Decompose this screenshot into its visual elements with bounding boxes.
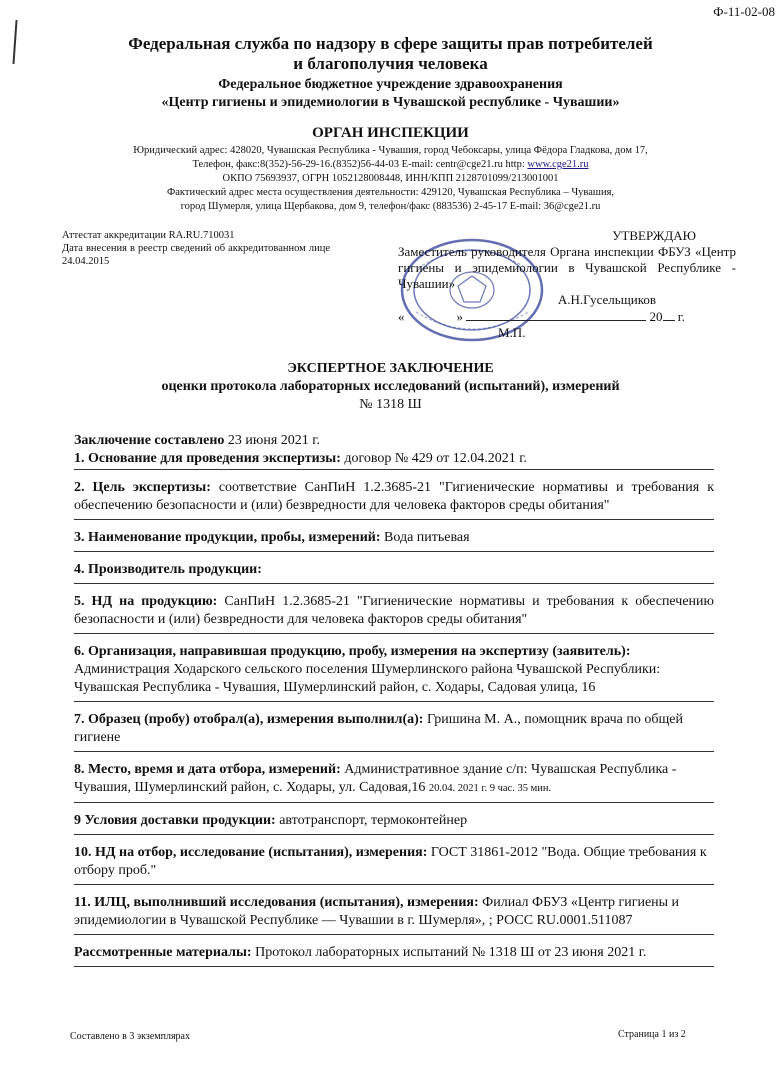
field-1-row: 1. Основание для проведения экспертизы: договор № 429 от 12.04.2021 г. (74, 450, 714, 470)
website-link[interactable]: www.cge21.ru (527, 159, 589, 170)
copies-note: Составлено в 3 экземплярах (70, 1031, 190, 1042)
institution-header (0, 76, 781, 112)
field-4-row: 4. Производитель продукции: (74, 559, 714, 584)
signature-line (466, 308, 646, 321)
document-title-block (0, 360, 781, 414)
address-line-2 (0, 158, 781, 172)
document-number: № 1318 Ш (359, 397, 422, 412)
institution-line-1: Федеральное бюджетное учреждение здравоохранения (218, 77, 563, 92)
address-line-4: Фактический адрес места осуществления деятельности: 429120, Чувашская Республика – Чувашия, (166, 187, 615, 198)
field-3-row: 3. Наименование продукции, пробы, измерений: Вода питьевая (74, 527, 714, 552)
institution-line-2: «Центр гигиены и эпидемиологии в Чувашской республике - Чувашии» (161, 95, 620, 110)
approval-block (398, 228, 736, 341)
accreditation-line-2: Дата внесения в реестр сведений об аккредитованном лице 24.04.2015 (62, 243, 330, 267)
field-7-row: 7. Образец (пробу) отобрал(а), измерения выполнил(а): Гришина М. А., помощник врача по общей гигиене (74, 709, 714, 752)
organ-title: ОРГАН ИНСПЕКЦИИ (312, 125, 469, 141)
address-block (0, 144, 781, 214)
approval-signer: А.Н.Гусельщиков (557, 292, 656, 307)
field-6-row: 6. Организация, направившая продукцию, пробу, измерения на экспертизу (заявитель): Администрация Ходарского сельского поселения Шумерлинского района Чувашской Республики: Чувашская Республика - Чувашия, Шумерлинский район, с. Ходары, Садовая улица, 16 (74, 641, 714, 702)
address-line-5: город Шумерля, улица Щербакова, дом 9, телефон/факс (883536) 2-45-17 E-mail: 36@cge21.ru (180, 201, 601, 212)
field-10-row: 10. НД на отбор, исследование (испытания), измерения: ГОСТ 31861-2012 "Вода. Общие требования к отбору проб." (74, 842, 714, 885)
field-2-row: 2. Цель экспертизы: соответствие СанПиН 1.2.3685-21 "Гигиенические нормативы и требования к обеспечению безопасности и (или) безвредности для человека факторов среды обитания" (74, 477, 714, 520)
agency-line-2: и благополучия человека (293, 54, 488, 73)
approval-title: УТВЕРЖДАЮ (612, 228, 696, 243)
form-code: Ф-11-02-08 (713, 4, 775, 19)
approval-date-line: « » 20 г. (398, 309, 685, 324)
approval-text: Заместитель руководителя Органа инспекции ФБУЗ «Центр гигиены и эпидемиологии в Чувашской Республике - Чувашии» (398, 244, 736, 291)
accreditation-line-1: Аттестат аккредитации RA.RU.710031 (62, 230, 235, 241)
field-11-row: 11. ИЛЦ, выполнивший исследования (испытания), измерения: Филиал ФБУЗ «Центр гигиены и эпидемиологии в Чувашской Республике — Чувашии в г. Шумерля», ; РОСС RU.0001.511087 (74, 892, 714, 935)
address-line-3: ОКПО 75693937, ОГРН 1052128008448, ИНН/КПП 2128701099/213001001 (222, 173, 559, 184)
field-5-row: 5. НД на продукцию: СанПиН 1.2.3685-21 "Гигиенические нормативы и требования к обеспечению безопасности и (или) безвредности для человека факторов среды обитания" (74, 591, 714, 634)
contacts-text: Телефон, факс:8(352)-56-29-16.(8352)56-44-03 E-mail: centr@cge21.ru http: (192, 159, 528, 170)
document-title: ЭКСПЕРТНОЕ ЗАКЛЮЧЕНИЕ (287, 361, 494, 376)
accreditation-block (62, 229, 330, 268)
materials-row: Рассмотренные материалы: Протокол лабораторных испытаний № 1318 Ш от 23 июня 2021 г. (74, 942, 714, 967)
agency-header (0, 34, 781, 74)
conclusion-fields (74, 430, 714, 967)
address-line-1: Юридический адрес: 428020, Чувашская Республика - Чувашия, город Чебоксары, улица Фёдора Гладкова, дом 17, (133, 145, 648, 156)
page-number: Страница 1 из 2 (618, 1029, 686, 1040)
stamp-place: М.П. (498, 325, 526, 340)
field-9-row: 9 Условия доставки продукции: автотранспорт, термоконтейнер (74, 810, 714, 835)
agency-line-1: Федеральная служба по надзору в сфере защиты прав потребителей (128, 34, 653, 53)
field-8-row: 8. Место, время и дата отбора, измерений: Административное здание с/п: Чувашская Республика - Чувашия, Шумерлинский район, с. Ходары, ул. Садовая,16 20.04. 2021 г. 9 час. 35 мин. (74, 759, 714, 803)
conclusion-date-row: Заключение составлено 23 июня 2021 г. (74, 433, 320, 448)
document-subtitle: оценки протокола лабораторных исследований (испытаний), измерений (161, 379, 620, 394)
